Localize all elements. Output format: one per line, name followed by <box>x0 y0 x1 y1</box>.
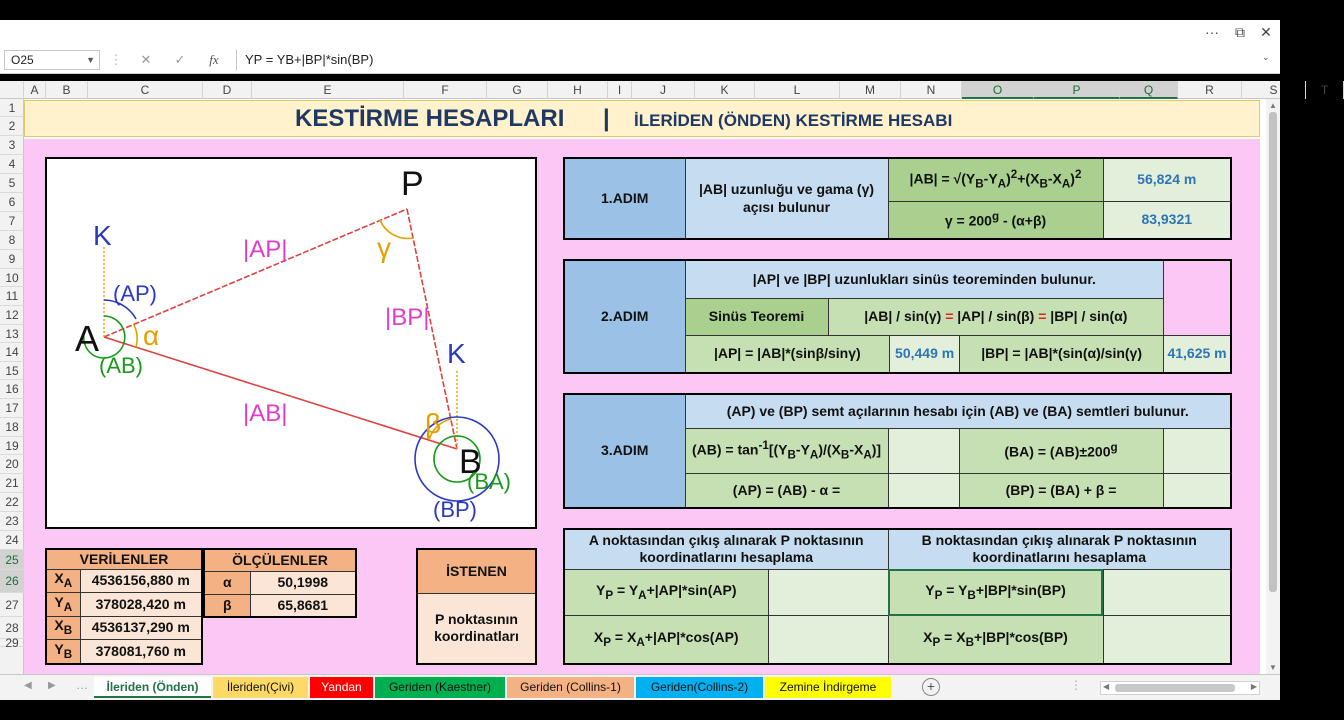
column-header-a[interactable]: A <box>24 81 46 99</box>
step4-xp-a-value[interactable] <box>768 616 888 664</box>
row-header-25[interactable]: 25 <box>0 550 24 570</box>
alpha-label: α <box>204 572 250 594</box>
step2-value-ap[interactable]: 50,449 m <box>890 335 960 373</box>
step1-desc: |AB| uzunluğu ve gama (γ) açısı bulunur <box>685 158 888 239</box>
step3-label: 3.ADIM <box>564 394 685 508</box>
step2-formula-bp: |BP| = |AB|*(sin(α)/sin(γ) <box>960 335 1164 373</box>
bottom-black-bar <box>0 700 1280 720</box>
step3-header: (AP) ve (BP) semt açılarının hesabı için (AB) ve (BA) semtleri bulunur. <box>685 394 1231 428</box>
vertical-scrollbar[interactable] <box>1266 99 1280 674</box>
verilenler-title: VERİLENLER <box>46 549 202 569</box>
row-header-17[interactable]: 17 <box>0 399 24 418</box>
column-headers <box>0 81 1329 99</box>
diagram <box>45 157 537 529</box>
column-header-q[interactable]: Q <box>1120 81 1178 99</box>
label-b: B <box>459 443 482 481</box>
column-header-k[interactable]: K <box>695 81 755 99</box>
banner-separator: | <box>603 105 610 132</box>
istenen-table <box>416 548 537 665</box>
tab-more-icon[interactable]: … <box>76 678 88 692</box>
tab-geriden-collins1[interactable]: Geriden (Collins-1) <box>507 677 634 698</box>
ya-label: $Y_A$ <box>46 593 80 617</box>
step4-xp-b-formula: $X_P = X_B+|BP|*\cos(BP)$ <box>888 616 1103 664</box>
row-header-7[interactable]: 7 <box>0 212 24 231</box>
chevron-down-icon[interactable]: ▼ <box>86 55 95 65</box>
tab-zemine-indirgeme[interactable]: Zemine İndirgeme <box>765 677 891 698</box>
add-sheet-icon[interactable]: + <box>922 678 940 696</box>
top-black-bar <box>0 0 1280 20</box>
separator-icon: ⋮ <box>109 52 123 67</box>
row-header-29[interactable]: 29 <box>0 639 24 647</box>
row-header-26[interactable]: 26 <box>0 570 24 593</box>
enter-icon[interactable]: ✓ <box>174 52 186 67</box>
step2-value-bp[interactable]: 41,625 m <box>1164 335 1231 373</box>
label-bp-az: (BP) <box>433 497 477 522</box>
label-beta: β <box>425 408 442 439</box>
row-header-23[interactable]: 23 <box>0 512 24 531</box>
row-header-11[interactable]: 11 <box>0 287 24 306</box>
row-header-27[interactable]: 27 <box>0 593 24 617</box>
label-k1: K <box>93 220 112 251</box>
function-icon[interactable]: fx <box>209 52 219 67</box>
tab-next-icon[interactable]: ▶ <box>48 680 56 691</box>
step2-formula-ap: |AP| = |AB|*(sinβ/sinγ) <box>685 335 890 373</box>
step3-table <box>563 393 1232 509</box>
scroll-up-icon[interactable]: ▲ <box>1269 101 1277 110</box>
step4-yp-b-formula[interactable]: $Y_P = Y_B+|BP|*\sin(BP)$ <box>888 569 1103 616</box>
column-header-n[interactable]: N <box>901 81 962 99</box>
verilenler-table <box>45 548 203 665</box>
title-bar <box>0 20 1280 46</box>
label-gamma: γ <box>377 232 391 263</box>
tab-ileriden-civi[interactable]: İleriden(Çivi) <box>213 677 308 698</box>
step1-value-gamma[interactable]: 83,9321 <box>1103 202 1231 239</box>
row-header-16[interactable]: 16 <box>0 380 24 399</box>
restore-icon[interactable]: ⧉ <box>1235 24 1245 40</box>
step1-table <box>563 157 1232 240</box>
step2-header: |AP| ve |BP| uzunlukları sinüs teoreminden bulunur. <box>685 260 1164 298</box>
scroll-thumb[interactable] <box>1269 112 1277 592</box>
step2-sinus-label: Sinüs Teoremi <box>685 298 828 335</box>
step4-right-header: B noktasından çıkış alınarak P noktasının koordinatlarını hesaplama <box>888 529 1231 569</box>
scroll-down-icon[interactable]: ▼ <box>1269 663 1277 672</box>
select-all-corner[interactable] <box>0 81 24 99</box>
row-header-22[interactable]: 22 <box>0 493 24 512</box>
step3-value-ab[interactable] <box>888 428 959 473</box>
beta-value: 65,8681 <box>250 594 356 617</box>
yb-label: $Y_B$ <box>46 640 80 664</box>
column-header-r[interactable]: R <box>1178 81 1242 99</box>
column-header-i[interactable]: I <box>608 81 632 99</box>
row-header-6[interactable]: 6 <box>0 193 24 212</box>
yb-value: 378081,760 m <box>80 640 202 664</box>
step3-value-bp[interactable] <box>1163 474 1231 508</box>
xb-label: $X_B$ <box>46 616 80 640</box>
step3-value-ap[interactable] <box>888 474 959 508</box>
step4-left-header: A noktasından çıkış alınarak P noktasının koordinatlarını hesaplama <box>564 529 888 569</box>
name-box-value: O25 <box>11 53 34 67</box>
label-a: A <box>75 318 100 359</box>
line-ab <box>104 337 457 449</box>
column-header-e[interactable]: E <box>252 81 404 99</box>
column-header-c[interactable]: C <box>88 81 203 99</box>
olculenler-title: ÖLÇÜLENLER <box>204 549 356 572</box>
row-header-2[interactable]: 2 <box>0 117 24 136</box>
step4-yp-a-formula: $Y_P = Y_A+|AP|*\sin(AP)$ <box>564 569 768 616</box>
column-header-g[interactable]: G <box>487 81 548 99</box>
tab-ileriden-onden[interactable]: İleriden (Önden) <box>94 677 211 698</box>
tab-geriden-kaestner[interactable]: Geriden (Kaestner) <box>375 677 505 698</box>
more-icon[interactable]: ··· <box>1205 24 1219 40</box>
row-headers <box>0 99 24 674</box>
step3-formula-ap: (AP) = (AB) - α = <box>685 474 888 508</box>
step1-formula-ab: $|AB| = √(Y_B-Y_A)^2+(X_B-X_A)^2$ <box>888 158 1103 202</box>
row-header-24[interactable]: 24 <box>0 531 24 550</box>
hscroll-thumb[interactable] <box>1115 684 1235 692</box>
hscroll-right-icon[interactable]: ▶ <box>1250 682 1257 691</box>
alpha-value: 50,1998 <box>250 572 356 594</box>
step4-table <box>563 528 1232 665</box>
step2-sinus-formula: |AB| / sin(γ) = |AP| / sin(β) = |BP| / sin(α) <box>828 298 1164 335</box>
column-header-s[interactable]: S <box>1242 81 1306 99</box>
row-header-13[interactable]: 13 <box>0 325 24 343</box>
step2-table <box>563 259 1232 374</box>
step4-xp-a-formula: $X_P = X_A+|AP|*\cos(AP)$ <box>564 616 768 664</box>
label-ab-az: (AB) <box>99 353 143 378</box>
row-header-18[interactable]: 18 <box>0 418 24 437</box>
horizontal-scrollbar[interactable] <box>1100 681 1260 695</box>
name-box[interactable] <box>4 50 100 70</box>
hscroll-left-icon[interactable]: ◀ <box>1103 682 1110 691</box>
row-header-12[interactable]: 12 <box>0 306 24 325</box>
row-header-8[interactable]: 8 <box>0 231 24 250</box>
xa-value: 4536156,880 m <box>80 569 202 593</box>
column-header-t[interactable]: T <box>1306 81 1344 99</box>
label-ab-len: |AB| <box>243 400 288 427</box>
column-header-h[interactable]: H <box>548 81 608 99</box>
row-header-20[interactable]: 20 <box>0 455 24 474</box>
column-header-d[interactable]: D <box>203 81 252 99</box>
banner-subtitle: İLERİDEN (ÖNDEN) KESTİRME HESABI <box>634 111 953 130</box>
column-header-j[interactable]: J <box>632 81 695 99</box>
tab-prev-icon[interactable]: ◀ <box>24 680 32 691</box>
step4-yp-b-value[interactable] <box>1103 569 1231 616</box>
step3-formula-ba: $(BA) = (AB)\pm 200^g$ <box>959 428 1163 473</box>
banner-title: KESTİRME HESAPLARI <box>295 105 565 132</box>
row-header-4[interactable]: 4 <box>0 155 24 174</box>
formula-input[interactable]: YP = YB+|BP|*sin(BP) <box>236 50 1274 70</box>
row-header-14[interactable]: 14 <box>0 343 24 362</box>
row-header-28[interactable]: 28 <box>0 617 24 639</box>
row-header-5[interactable]: 5 <box>0 174 24 193</box>
row-header-21[interactable]: 21 <box>0 474 24 493</box>
istenen-title: İSTENEN <box>417 549 536 593</box>
line-ap <box>104 209 407 337</box>
tab-split-icon[interactable]: ⋮ <box>1070 678 1082 692</box>
arc-alpha <box>134 325 137 347</box>
row-header-9[interactable]: 9 <box>0 250 24 269</box>
tab-yandan[interactable]: Yandan <box>310 677 373 698</box>
label-alpha: α <box>143 320 160 351</box>
step2-label: 2.ADIM <box>564 260 685 373</box>
row-header-15[interactable]: 15 <box>0 362 24 380</box>
label-k2: K <box>447 338 466 369</box>
beta-label: β <box>204 594 250 617</box>
ya-value: 378028,420 m <box>80 593 202 617</box>
banner <box>24 100 1260 137</box>
step1-formula-gamma: $\gamma = 200^g - (\alpha+\beta)$ <box>888 202 1103 239</box>
step3-value-ba[interactable] <box>1163 428 1231 473</box>
label-ap-len: |AP| <box>243 236 288 263</box>
xb-value: 4536137,290 m <box>80 616 202 640</box>
xa-label: $X_A$ <box>46 569 80 593</box>
column-header-p[interactable]: P <box>1034 81 1120 99</box>
label-p: P <box>401 165 424 203</box>
olculenler-table <box>203 548 357 618</box>
label-ap-az: (AP) <box>113 281 157 306</box>
column-header-b[interactable]: B <box>46 81 88 99</box>
diagram-svg <box>47 159 535 527</box>
row-header-1[interactable]: 1 <box>0 99 24 117</box>
column-header-m[interactable]: M <box>840 81 901 99</box>
expand-formula-icon[interactable]: ⌄ <box>1262 52 1270 62</box>
column-header-o[interactable]: O <box>962 81 1034 99</box>
step3-formula-ab: $(AB) = \tan^{-1}[(Y_B-Y_A)/(X_B-X_A)]$ <box>685 428 888 473</box>
row-header-3[interactable]: 3 <box>0 136 24 155</box>
column-header-f[interactable]: F <box>404 81 487 99</box>
step4-yp-a-value[interactable] <box>768 569 888 616</box>
step1-value-ab[interactable]: 56,824 m <box>1103 158 1231 202</box>
step3-formula-bp: (BP) = (BA) + β = <box>959 474 1163 508</box>
cancel-icon[interactable]: ✕ <box>140 52 152 67</box>
step4-xp-b-value[interactable] <box>1103 616 1231 664</box>
step1-label: 1.ADIM <box>564 158 685 239</box>
row-header-19[interactable]: 19 <box>0 437 24 455</box>
close-icon[interactable]: ✕ <box>1260 24 1272 40</box>
label-bp-len: |BP| <box>385 304 430 331</box>
istenen-body: P noktasının koordinatları <box>417 593 536 664</box>
row-header-10[interactable]: 10 <box>0 269 24 287</box>
tab-geriden-collins2[interactable]: Geriden(Collins-2) <box>636 677 763 698</box>
label-ba-az: (BA) <box>467 469 511 494</box>
column-header-l[interactable]: L <box>755 81 840 99</box>
